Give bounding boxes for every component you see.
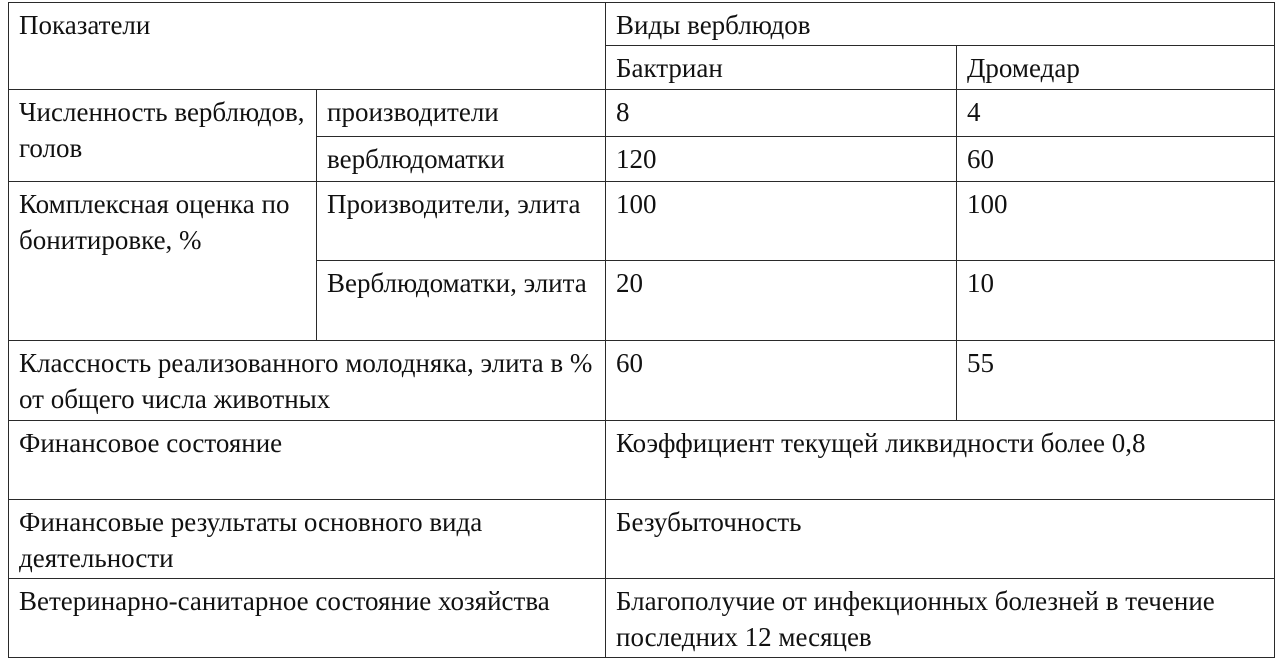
camel-breeding-criteria-table xyxy=(8,2,1275,658)
financial-results-label: Финансовые результаты основного вида деятельности xyxy=(9,500,606,579)
header-indicators: Показатели xyxy=(9,3,606,90)
dams-elite-label: Верблюдоматки, элита xyxy=(317,261,606,341)
dams-label: верблюдоматки xyxy=(317,137,606,182)
sires-elite-dromedary: 100 xyxy=(957,182,1275,261)
sires-dromedary: 4 xyxy=(957,90,1275,137)
table-row xyxy=(9,90,1275,137)
financial-state-value: Коэффициент текущей ликвидности более 0,8 xyxy=(606,421,1275,500)
dams-elite-dromedary: 10 xyxy=(957,261,1275,341)
dams-elite-bactrian: 20 xyxy=(606,261,957,341)
header-row xyxy=(9,3,1275,46)
young-stock-label: Классность реализованного молодняка, элита в % от общего числа животных xyxy=(9,341,606,421)
table-row xyxy=(9,341,1275,421)
header-bactrian: Бактриан xyxy=(606,46,957,90)
sires-label: производители xyxy=(317,90,606,137)
table-row xyxy=(9,500,1275,579)
young-stock-bactrian: 60 xyxy=(606,341,957,421)
veterinary-label: Ветеринарно-санитарное состояние хозяйства xyxy=(9,579,606,658)
dams-bactrian: 120 xyxy=(606,137,957,182)
count-group-label: Численность верблюдов, голов xyxy=(9,90,317,182)
sires-bactrian: 8 xyxy=(606,90,957,137)
header-dromedary: Дромедар xyxy=(957,46,1275,90)
table-row xyxy=(9,182,1275,261)
sires-elite-label: Производители, элита xyxy=(317,182,606,261)
financial-state-label: Финансовое состояние xyxy=(9,421,606,500)
table-row xyxy=(9,579,1275,658)
dams-dromedary: 60 xyxy=(957,137,1275,182)
sires-elite-bactrian: 100 xyxy=(606,182,957,261)
veterinary-value: Благополучие от инфекционных болезней в течение последних 12 месяцев xyxy=(606,579,1275,658)
header-camel-types: Виды верблюдов xyxy=(606,3,1275,46)
young-stock-dromedary: 55 xyxy=(957,341,1275,421)
table-row xyxy=(9,421,1275,500)
grading-group-label: Комплексная оценка по бонитировке, % xyxy=(9,182,317,341)
financial-results-value: Безубыточность xyxy=(606,500,1275,579)
